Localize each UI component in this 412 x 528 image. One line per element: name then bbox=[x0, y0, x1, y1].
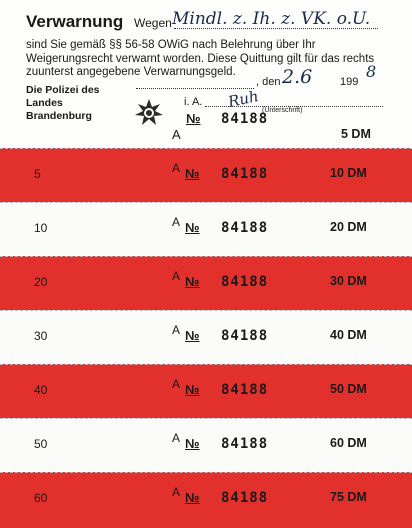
strip-ticket-number: 84188 bbox=[221, 220, 269, 236]
strip-ticket-number: 84188 bbox=[221, 328, 269, 344]
strip-left-value: 20 bbox=[34, 275, 48, 289]
strip-ticket-number: 84188 bbox=[221, 490, 269, 506]
strip-a-label: A bbox=[172, 215, 181, 229]
police-star-icon bbox=[134, 98, 164, 128]
fine-strip[interactable] bbox=[0, 472, 412, 528]
base-amount: 5 DM bbox=[341, 127, 371, 141]
strip-a-label: A bbox=[172, 323, 181, 337]
series-a-label: A bbox=[172, 127, 181, 142]
strip-number-label: № bbox=[185, 382, 200, 397]
strip-number-label: № bbox=[185, 274, 200, 289]
strip-a-label: A bbox=[172, 431, 181, 445]
perforation-line bbox=[0, 202, 412, 203]
strip-left-value: 60 bbox=[34, 491, 48, 505]
strip-a-label: A bbox=[172, 161, 181, 175]
police-name: Die Polizei des Landes Brandenburg bbox=[26, 84, 100, 122]
date-prefix: , den bbox=[256, 76, 281, 88]
strip-ticket-number: 84188 bbox=[221, 382, 269, 398]
strip-a-label: A bbox=[172, 269, 181, 283]
strip-a-label: A bbox=[172, 377, 181, 391]
strip-number-label: № bbox=[185, 220, 200, 235]
strip-number-label: № bbox=[185, 490, 200, 505]
strip-a-label: A bbox=[172, 485, 181, 499]
strip-amount: 75 DM bbox=[330, 490, 367, 504]
strip-number-label: № bbox=[185, 436, 200, 451]
document-title: Verwarnung bbox=[26, 12, 124, 31]
signature-label: (Unterschrift) bbox=[262, 107, 303, 114]
strip-number-label: № bbox=[185, 328, 200, 343]
handwritten-reason: Mindl. z. Ih. z. VK. o.U. bbox=[172, 9, 371, 29]
fine-strip[interactable] bbox=[0, 148, 412, 202]
perforation-line bbox=[0, 364, 412, 365]
year-prefix: 199 bbox=[340, 76, 359, 88]
strip-left-value: 40 bbox=[34, 383, 48, 397]
handwritten-signature: Ruh bbox=[226, 87, 261, 111]
strip-left-value: 5 bbox=[34, 167, 41, 181]
strip-amount: 50 DM bbox=[330, 382, 367, 396]
strip-left-value: 10 bbox=[34, 221, 48, 235]
perforation-line bbox=[0, 256, 412, 257]
strip-left-value: 30 bbox=[34, 329, 48, 343]
ticket-header bbox=[0, 0, 412, 148]
perforation-line bbox=[0, 418, 412, 419]
strip-amount: 40 DM bbox=[330, 328, 367, 342]
number-label: № bbox=[186, 111, 201, 126]
place-line bbox=[136, 88, 254, 89]
strip-amount: 20 DM bbox=[330, 220, 367, 234]
perforation-line bbox=[0, 310, 412, 311]
fine-strip[interactable] bbox=[0, 418, 412, 472]
fine-strip[interactable] bbox=[0, 202, 412, 256]
perforation-line bbox=[0, 148, 412, 149]
strip-amount: 60 DM bbox=[330, 436, 367, 450]
strip-ticket-number: 84188 bbox=[221, 274, 269, 290]
wegen-label: Wegen bbox=[134, 16, 172, 30]
perforation-line bbox=[0, 472, 412, 473]
strip-left-value: 50 bbox=[34, 437, 48, 451]
strip-number-label: № bbox=[185, 166, 200, 181]
handwritten-year: 8 bbox=[366, 62, 377, 81]
strip-amount: 30 DM bbox=[330, 274, 367, 288]
legal-text: sind Sie gemäß §§ 56-58 OWiG nach Belehrung über Ihr Weigerungsrecht verwarnt worden. Diese Quittung gilt für das rechts zuunterst angegebene Verwarnungsgeld. bbox=[26, 39, 375, 79]
strip-ticket-number: 84188 bbox=[221, 436, 269, 452]
ia-label: i. A. bbox=[184, 96, 203, 108]
fine-strip[interactable] bbox=[0, 364, 412, 418]
strip-amount: 10 DM bbox=[330, 166, 367, 180]
handwritten-date: 2.6 bbox=[282, 66, 313, 88]
strip-ticket-number: 84188 bbox=[221, 166, 269, 182]
fine-strip[interactable] bbox=[0, 310, 412, 364]
fine-strip[interactable] bbox=[0, 256, 412, 310]
ticket-number: 84188 bbox=[221, 111, 269, 127]
